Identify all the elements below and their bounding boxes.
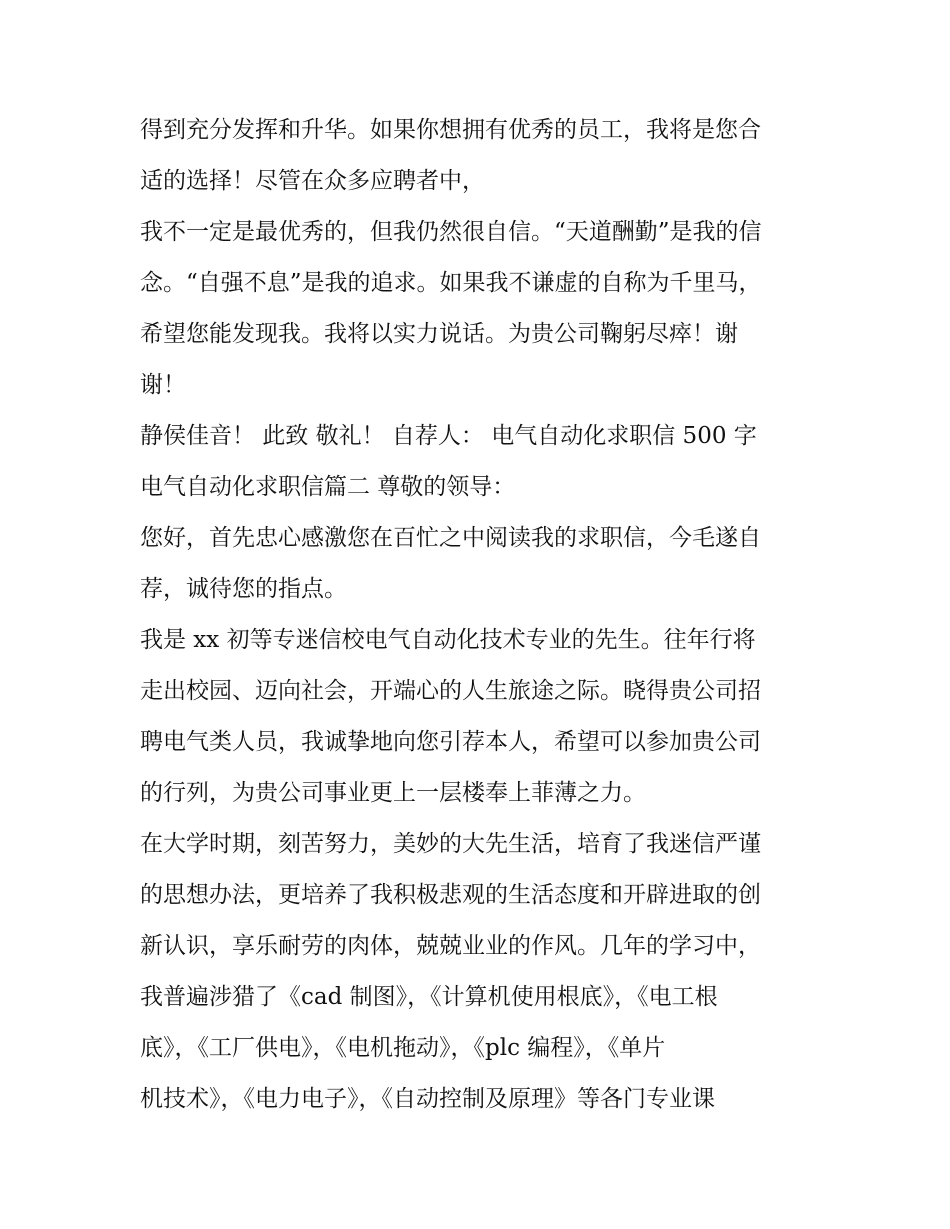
text-line: 静侯佳音！ 此致 敬礼！ 自荐人： 电气自动化求职信 500 字: [140, 423, 757, 449]
body-text: [140, 105, 820, 1125]
text-line: 走出校园、迈向社会，开端心的人生旅途之际。晓得贵公司招: [140, 678, 761, 704]
text-line: 希望您能发现我。我将以实力说话。为贵公司鞠躬尽瘁！谢: [140, 321, 738, 347]
text-line: 适的选择！尽管在众多应聘者中，: [140, 168, 485, 194]
text-line: 的思想办法，更培养了我积极悲观的生活态度和开辟进取的创: [140, 882, 761, 908]
text-line: 我不一定是最优秀的，但我仍然很自信。“天道酬勤”是我的信: [140, 219, 762, 245]
text-line: 新认识，享乐耐劳的肉体，兢兢业业的作风。几年的学习中，: [140, 933, 761, 959]
text-line: 底》，《工厂供电》，《电机拖动》，《plc 编程》，《单片: [140, 1035, 666, 1061]
text-line: 谢！: [140, 372, 186, 398]
text-line: 我是 xx 初等专迷信校电气自动化技术专业的先生。往年行将: [140, 627, 756, 653]
text-line: 我普遍涉猎了《cad 制图》，《计算机使用根底》，《电工根: [140, 984, 718, 1010]
text-line: 机技术》，《电力电子》，《自动控制及原理》等各门专业课: [140, 1086, 715, 1112]
text-line: 念。“自强不息”是我的追求。如果我不谦虚的自称为千里马，: [140, 270, 762, 296]
text-line: 得到充分发挥和升华。如果你想拥有优秀的员工，我将是您合: [140, 117, 761, 143]
text-line: 荐，诚待您的指点。: [140, 576, 347, 602]
text-line: 您好，首先忠心感激您在百忙之中阅读我的求职信，今毛遂自: [140, 525, 761, 551]
text-line: 聘电气类人员，我诚挚地向您引荐本人，希望可以参加贵公司: [140, 729, 761, 755]
text-line: 电气自动化求职信篇二 尊敬的领导：: [140, 474, 516, 500]
text-line: 在大学时期，刻苦努力，美妙的大先生活，培育了我迷信严谨: [140, 831, 761, 857]
text-line: 的行列，为贵公司事业更上一层楼奉上菲薄之力。: [140, 780, 646, 806]
